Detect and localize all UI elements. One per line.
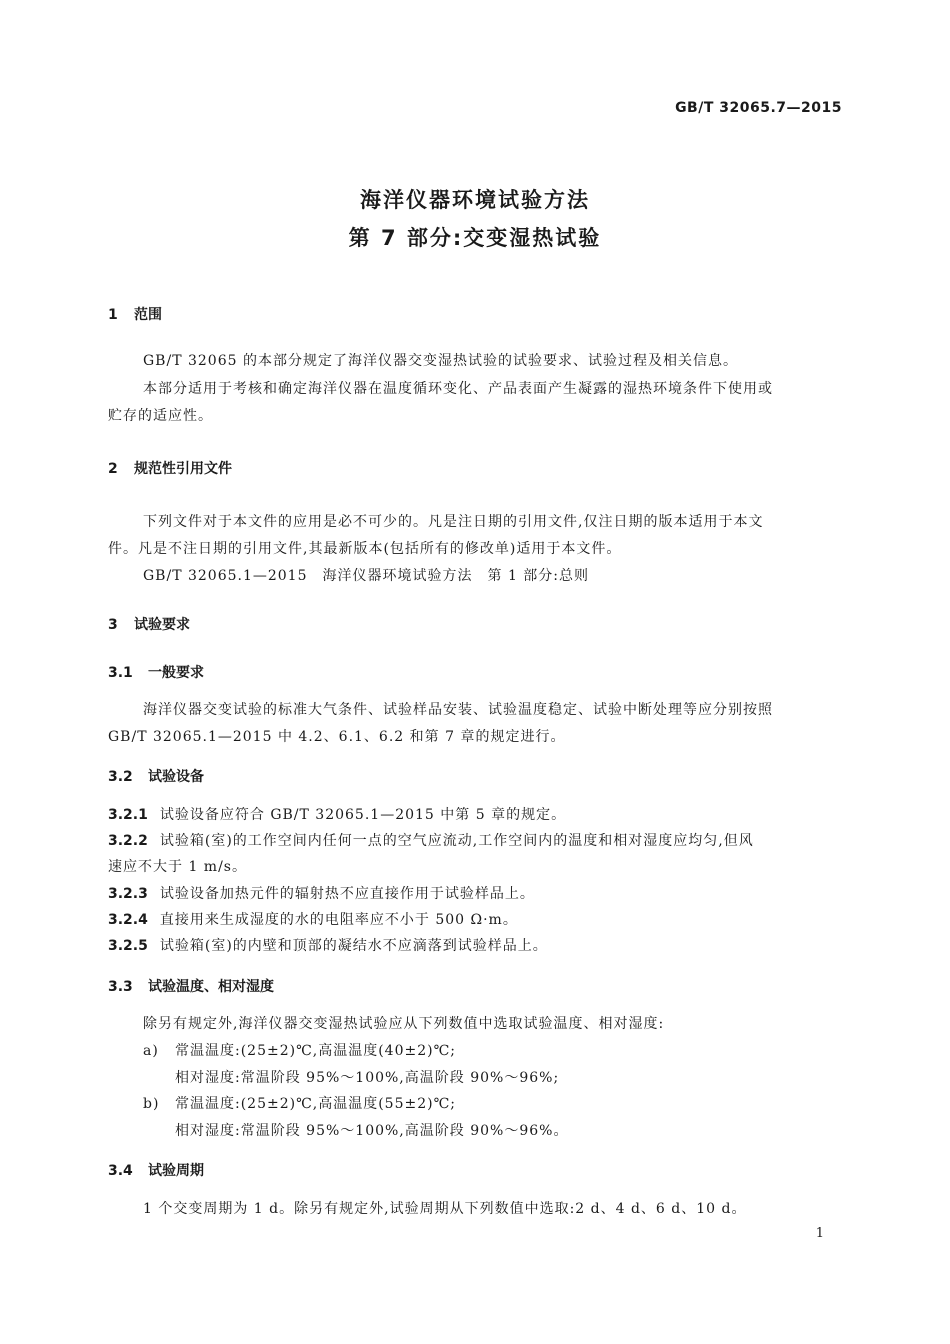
section-1-paragraph-2: 本部分适用于考核和确定海洋仪器在温度循环变化、产品表面产生凝露的湿热环境条件下使用或 [143, 381, 773, 397]
normative-reference: GB/T 32065.1—2015 海洋仪器环境试验方法 第 1 部分:总则 [143, 568, 590, 584]
clause-3-2-5: 3.2.5 试验箱(室)的内壁和顶部的凝结水不应滴落到试验样品上。 [108, 938, 548, 954]
clause-3-2-2-cont: 速应不大于 1 m/s。 [108, 859, 247, 875]
section-1-paragraph-1: GB/T 32065 的本部分规定了海洋仪器交变湿热试验的试验要求、试验过程及相关信息。 [143, 353, 738, 369]
page-number: 1 [815, 1226, 824, 1241]
list-item-a-line-1: 常温温度:(25±2)℃,高温温度(40±2)℃; [175, 1043, 456, 1059]
document-title: 海洋仪器环境试验方法 [360, 188, 590, 212]
list-item-a-label: a) [143, 1043, 159, 1059]
section-2-heading: 2 规范性引用文件 [108, 461, 232, 477]
list-item-b-line-2: 相对湿度:常温阶段 95%～100%,高温阶段 90%～96%。 [175, 1123, 569, 1139]
clause-3-2-1: 3.2.1 试验设备应符合 GB/T 32065.1—2015 中第 5 章的规定。 [108, 807, 567, 823]
list-item-b-label: b) [143, 1096, 160, 1112]
section-3-2-heading: 3.2 试验设备 [108, 769, 204, 785]
section-3-3-intro: 除另有规定外,海洋仪器交变湿热试验应从下列数值中选取试验温度、相对湿度: [143, 1016, 665, 1032]
section-3-1-paragraph: 海洋仪器交变试验的标准大气条件、试验样品安装、试验温度稳定、试验中断处理等应分别按照 [143, 702, 773, 718]
clause-3-2-3: 3.2.3 试验设备加热元件的辐射热不应直接作用于试验样品上。 [108, 886, 535, 902]
section-1-paragraph-2-cont: 贮存的适应性。 [108, 408, 213, 424]
section-1-heading: 1 范围 [108, 307, 162, 323]
section-3-heading: 3 试验要求 [108, 617, 190, 633]
clause-3-2-4: 3.2.4 直接用来生成湿度的水的电阻率应不小于 500 Ω·m。 [108, 912, 518, 928]
section-3-1-paragraph-cont: GB/T 32065.1—2015 中 4.2、6.1、6.2 和第 7 章的规定进行。 [108, 729, 566, 745]
list-item-b-line-1: 常温温度:(25±2)℃,高温温度(55±2)℃; [175, 1096, 456, 1112]
standard-code: GB/T 32065.7—2015 [675, 100, 842, 116]
section-2-paragraph-cont: 件。凡是不注日期的引用文件,其最新版本(包括所有的修改单)适用于本文件。 [108, 541, 622, 557]
section-3-4-paragraph: 1 个交变周期为 1 d。除另有规定外,试验周期从下列数值中选取:2 d、4 d、6 d、10 d。 [143, 1201, 747, 1217]
section-3-3-heading: 3.3 试验温度、相对湿度 [108, 979, 274, 995]
section-3-1-heading: 3.1 一般要求 [108, 665, 204, 681]
section-2-paragraph: 下列文件对于本文件的应用是必不可少的。凡是注日期的引用文件,仅注日期的版本适用于本文 [143, 514, 764, 530]
clause-3-2-2: 3.2.2 试验箱(室)的工作空间内任何一点的空气应流动,工作空间内的温度和相对湿度应均匀,但风 [108, 833, 754, 849]
document-subtitle: 第 7 部分:交变湿热试验 [348, 226, 602, 250]
list-item-a-line-2: 相对湿度:常温阶段 95%～100%,高温阶段 90%～96%; [175, 1070, 560, 1086]
section-3-4-heading: 3.4 试验周期 [108, 1163, 204, 1179]
